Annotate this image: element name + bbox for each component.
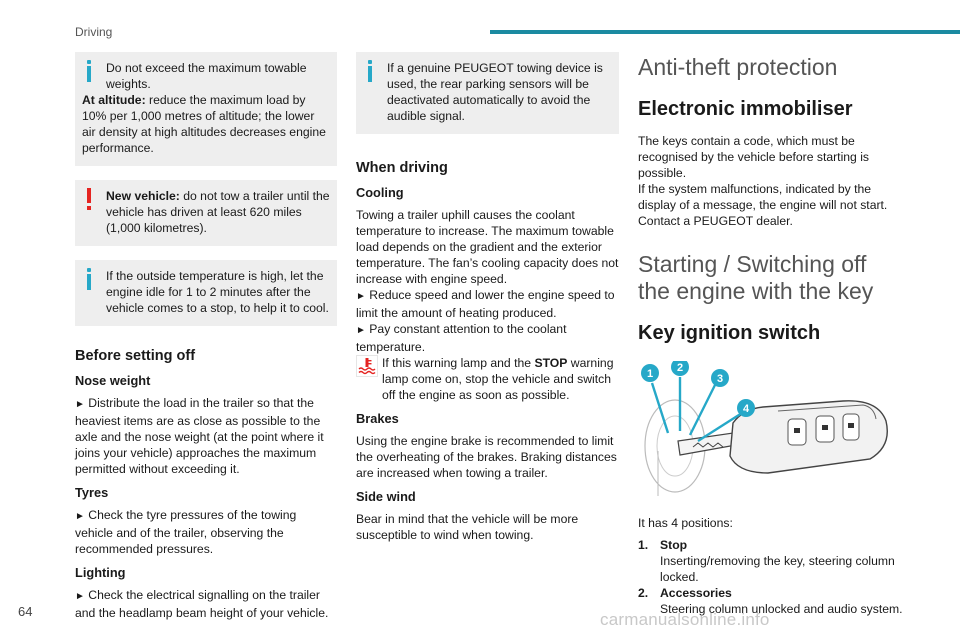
svg-text:3: 3 bbox=[716, 373, 724, 385]
info-icon bbox=[87, 60, 91, 82]
section-heading: Before setting off bbox=[75, 348, 196, 364]
info-note-towing-device bbox=[356, 52, 619, 134]
paragraph: The keys contain a code, which must be recognised by the vehicle before starting is possible. bbox=[638, 134, 870, 180]
column-1 bbox=[75, 52, 337, 627]
info-note-towable-weights bbox=[75, 52, 337, 166]
watermark: carmanualsonline.info bbox=[600, 610, 770, 629]
callout-3 bbox=[711, 369, 729, 387]
paragraph: If this warning lamp and the STOP warning lamp come on, stop the vehicle and switch off the engine as soon as possible. bbox=[382, 356, 614, 402]
note-text: New vehicle: do not tow a trailer until the vehicle has driven at least 620 miles (1,000 kilometres). bbox=[106, 189, 330, 235]
paragraph: Using the engine brake is recommended to limit the overheating of the brakes. Braking distances are increased when towing a trailer. bbox=[356, 434, 617, 480]
info-icon bbox=[368, 60, 372, 82]
callout-2 bbox=[671, 361, 689, 376]
bullet-paragraph: ► Distribute the load in the trailer so that the heaviest items are as close as possible to the axle and the nose weight (at the point where it joins your vehicle) approaches the maximum permitted without exceeding it. bbox=[75, 396, 324, 476]
note-text: If a genuine PEUGEOT towing device is used, the rear parking sensors will be deactivated automatically to avoid the audible signal. bbox=[387, 61, 603, 123]
paragraph: Bear in mind that the vehicle will be more susceptible to wind when towing. bbox=[356, 512, 579, 542]
header-accent-bar bbox=[490, 30, 960, 34]
subsection-heading: Lighting bbox=[75, 565, 126, 580]
running-header: Driving bbox=[75, 25, 113, 39]
info-note-high-temperature bbox=[75, 260, 337, 326]
note-text: If the outside temperature is high, let the engine idle for 1 to 2 minutes after the vehicle comes to a stop, to help it to cool. bbox=[106, 269, 329, 315]
column-3 bbox=[638, 52, 903, 617]
page-number: 64 bbox=[18, 604, 33, 619]
svg-text:2: 2 bbox=[676, 362, 684, 374]
info-icon bbox=[87, 268, 91, 290]
section-heading: Electronic immobiliser bbox=[638, 98, 853, 120]
list-item: 1. Stop Inserting/removing the key, steering column locked. bbox=[638, 538, 895, 584]
list-item: 2. Accessories Steering column unlocked and audio system. bbox=[638, 586, 903, 616]
paragraph: It has 4 positions: bbox=[638, 516, 733, 530]
paragraph: If the system malfunctions, indicated by the display of a message, the engine will not start. Contact a PEUGEOT dealer. bbox=[638, 182, 888, 228]
positions-list bbox=[638, 537, 903, 617]
svg-text:4: 4 bbox=[742, 403, 750, 415]
svg-text:1: 1 bbox=[646, 368, 654, 380]
chapter-heading: Starting / Switching off the engine with the key bbox=[638, 251, 874, 304]
chapter-heading: Anti-theft protection bbox=[638, 54, 838, 80]
subsection-heading: Tyres bbox=[75, 485, 109, 500]
column-2 bbox=[356, 52, 619, 549]
subsection-heading: Side wind bbox=[356, 489, 416, 504]
warning-icon bbox=[87, 188, 91, 210]
subsection-heading: Cooling bbox=[356, 185, 404, 200]
warning-note-new-vehicle bbox=[75, 180, 337, 246]
coolant-temperature-warning-icon bbox=[356, 355, 378, 377]
coolant-warning-lamp-text bbox=[356, 355, 619, 403]
callout-1 bbox=[641, 364, 659, 382]
subsection-heading: Nose weight bbox=[75, 373, 151, 388]
section-heading: Key ignition switch bbox=[638, 322, 821, 344]
note-text: At altitude: reduce the maximum load by 10% per 1,000 metres of altitude; the lower air density at high altitudes decreases engine performance. bbox=[82, 93, 326, 155]
callout-4 bbox=[737, 399, 755, 417]
bullet-paragraph: ► Pay constant attention to the coolant temperature. bbox=[356, 322, 567, 354]
subsection-heading: Brakes bbox=[356, 411, 399, 426]
key-ignition-switch-figure bbox=[638, 361, 903, 501]
section-heading: When driving bbox=[356, 160, 448, 176]
paragraph: Towing a trailer uphill causes the coolant temperature to increase. The maximum towable load depends on the gradient and the exterior temperature. The fan’s cooling capacity does not increase with engine speed. bbox=[356, 208, 619, 286]
bullet-paragraph: ► Reduce speed and lower the engine speed to limit the amount of heating produced. bbox=[356, 288, 615, 320]
note-text: Do not exceed the maximum towable weights. bbox=[106, 61, 307, 91]
bullet-paragraph: ► Check the electrical signalling on the trailer and the headlamp beam height of your vehicle. bbox=[75, 588, 329, 620]
bullet-paragraph: ► Check the tyre pressures of the towing vehicle and of the trailer, observing the recommended pressures. bbox=[75, 508, 297, 556]
